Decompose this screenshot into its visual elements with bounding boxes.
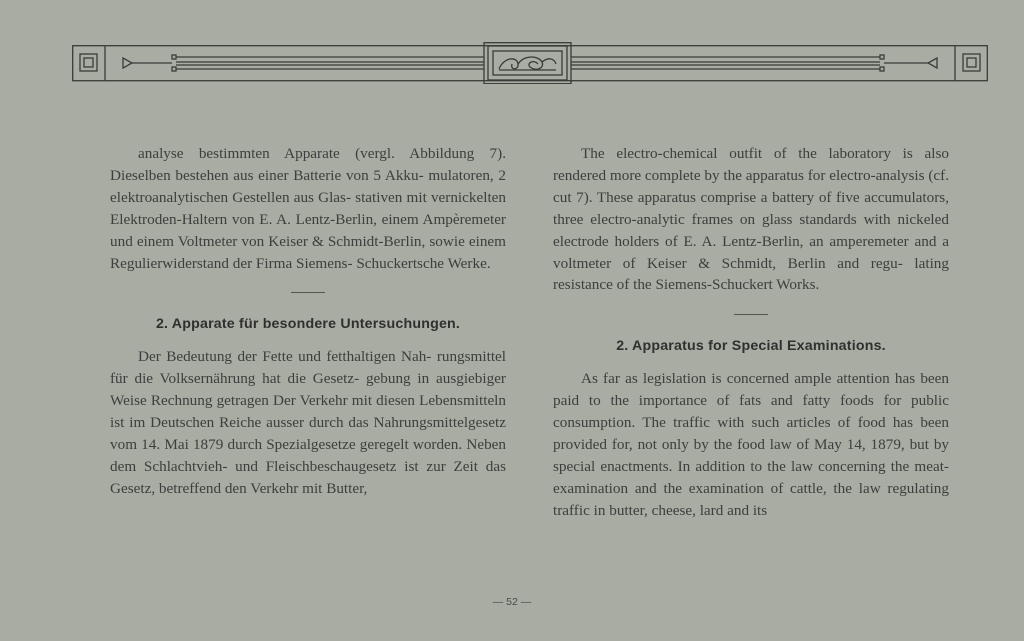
english-paragraph-2 xyxy=(553,368,949,521)
text-line: zur Zeit das Gesetz, betreffend den Verkehr mit Butter, xyxy=(110,457,506,497)
german-column xyxy=(110,143,506,500)
text-line: electro-analysis (cf. cut 7). These apparatus comprise xyxy=(553,166,950,206)
text-line: stativen mit vernickelten Elektroden-Haltern von xyxy=(110,188,506,228)
english-section-heading: 2. Apparatus for Special Examinations. xyxy=(616,338,886,355)
german-paragraph-2 xyxy=(110,346,506,499)
text-line: einem Regulierwiderstand der Firma Siemens- xyxy=(110,232,506,272)
text-line: Voltmeter von Keiser & Schmidt-Berlin, sowie xyxy=(177,232,469,250)
text-line: a voltmeter of Keiser & Schmidt, Berlin and regu- xyxy=(553,232,949,272)
english-paragraph-1 xyxy=(553,143,949,296)
page-number: — 52 — xyxy=(492,596,532,608)
text-line: Dieselben bestehen aus einer Batterie von 5 Akku- xyxy=(110,166,429,184)
section-divider xyxy=(734,314,768,315)
english-column xyxy=(553,143,949,522)
text-line: frames on glass standards with nickeled electrode xyxy=(553,210,949,250)
text-line: Schuckertsche Werke. xyxy=(356,254,491,272)
text-line: a battery of five accumulators, three electro-analytic xyxy=(553,188,949,228)
text-line: fatty foods for public consumption. The traffic with xyxy=(553,392,949,432)
text-line: Reiche ausser durch das Nahrungsmittelgesetz vom xyxy=(110,414,506,453)
text-line: has been paid to the importance of fats and xyxy=(553,370,950,410)
text-line: As far as legislation is concerned ample attention xyxy=(581,370,895,388)
text-line: such articles of food has been provided for, not only xyxy=(553,414,950,453)
text-line: Neben dem Schlachtvieh- und Fleischbeschaugesetz ist xyxy=(110,435,506,475)
text-line: Der Verkehr mit diesen Lebensmitteln ist im Deutschen xyxy=(110,392,506,432)
text-line: E. A. Lentz-Berlin, einem Ampèremeter und einem xyxy=(110,210,506,250)
text-line: holders of E. A. Lentz-Berlin, an amperemeter and xyxy=(614,232,943,250)
text-line: analyse bestimmten Apparate (vergl. Abbildung 7). xyxy=(138,145,506,162)
german-paragraph-1 xyxy=(110,143,506,274)
text-line: gebung in ausgiebiger Weise Rechnung getragen xyxy=(110,370,506,410)
text-line: mulatoren, 2 elektroanalytischen Gestellen aus Glas- xyxy=(110,166,507,206)
text-line: lating resistance of the Siemens-Schuckert Works. xyxy=(553,254,949,294)
text-line: meat-examination and the examination of cattle, the xyxy=(553,457,949,497)
text-line: rungsmittel für die Volksernährung hat die Gesetz- xyxy=(110,348,506,388)
ornament-header-icon xyxy=(72,42,988,84)
text-line: enactments. In addition to the law concerning the xyxy=(600,457,915,475)
text-line: Der Bedeutung der Fette und fetthaltigen Nah- xyxy=(138,348,437,366)
text-line: also rendered more complete by the apparatus for xyxy=(553,145,949,184)
section-divider xyxy=(291,292,325,293)
text-line: by the food law of May 14, 1879, but by special xyxy=(553,435,950,475)
text-line: 14. Mai 1879 durch Spezialgesetze geregelt worden. xyxy=(141,435,467,453)
text-line: law regulating traffic in butter, cheese, lard and its xyxy=(553,479,949,519)
german-section-heading: 2. Apparate für besondere Untersuchungen. xyxy=(155,316,461,333)
text-line: The electro-chemical outfit of the laboratory is xyxy=(581,145,925,162)
